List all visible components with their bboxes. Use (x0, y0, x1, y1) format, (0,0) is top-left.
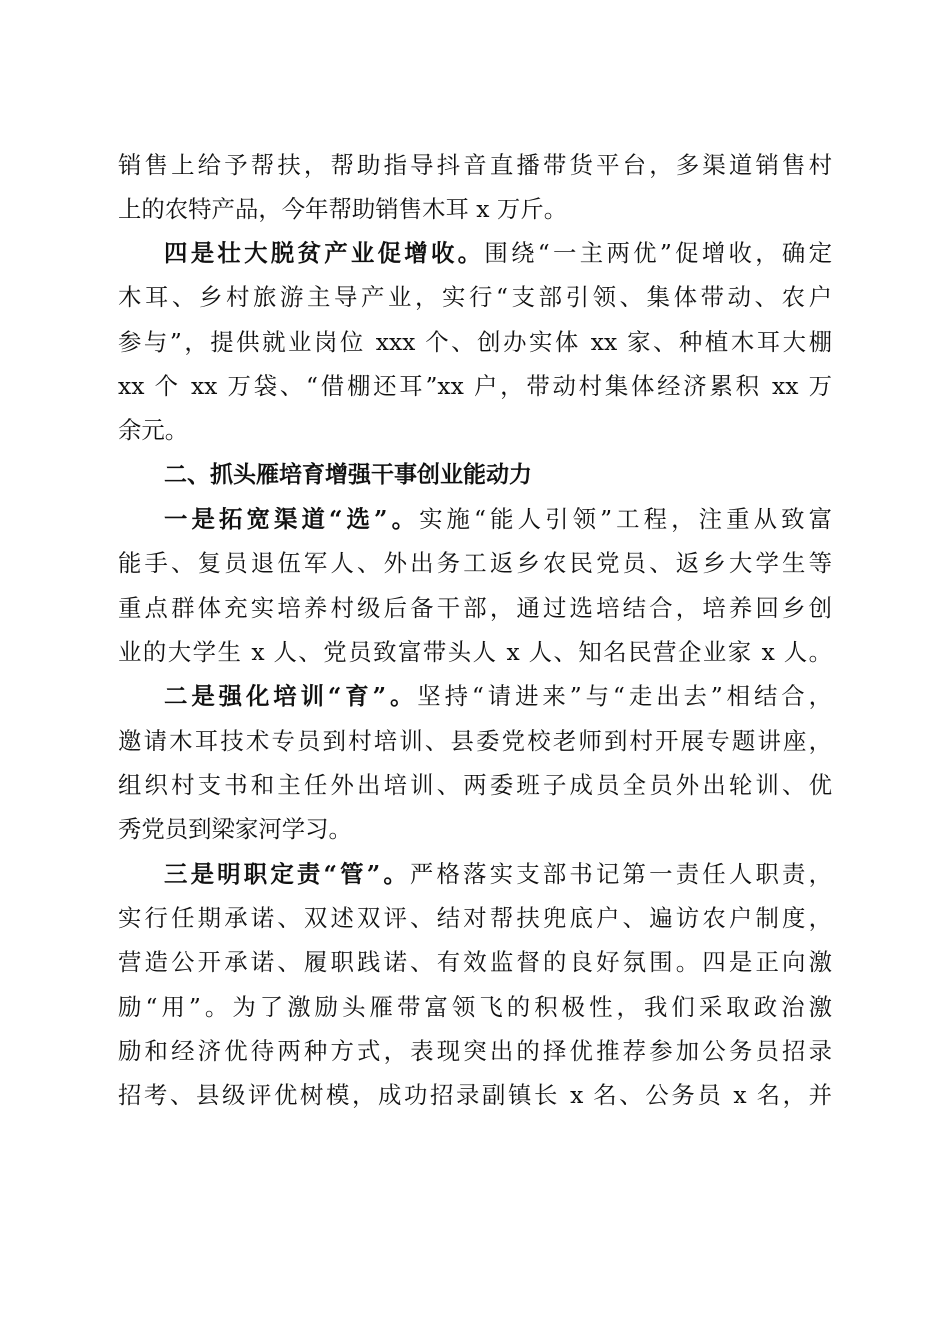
paragraph-text: 严格落实支部书记第一责任人职责， (409, 860, 832, 888)
text-line: xx 个 xx 万袋、“借棚还耳”xx 户，带动村集体经济累积 xx 万 (118, 372, 832, 400)
text-line: 励“用”。为了激励头雁带富领飞的积极性，我们采取政治激 (118, 993, 832, 1021)
text-line: 上的农特产品，今年帮助销售木耳 x 万斤。 (118, 195, 568, 223)
text-line: 能手、复员退伍军人、外出务工返乡农民党员、返乡大学生等 (118, 549, 832, 577)
paragraph-lead: 二是强化培训“育”。 (164, 682, 418, 710)
text-line: 余元。 (118, 416, 189, 444)
text-line: 业的大学生 x 人、党员致富带头人 x 人、知名民营企业家 x 人。 (118, 638, 832, 666)
paragraph-lead: 三是明职定责“管”。 (164, 860, 410, 888)
text-line: 实行任期承诺、双述双评、结对帮扶兜底户、遍访农户制度， (118, 904, 832, 932)
text-line: 招考、县级评优树模，成功招录副镇长 x 名、公务员 x 名，并 (118, 1081, 832, 1109)
text-line: 参与”，提供就业岗位 xxx 个、创办实体 xx 家、种植木耳大棚 (118, 328, 832, 356)
paragraph-first-line (164, 231, 832, 275)
paragraph-text: 实施“能人引领”工程，注重从致富 (419, 505, 832, 533)
text-line: 组织村支书和主任外出培训、两委班子成员全员外出轮训、优 (118, 771, 832, 799)
paragraph-first-line (164, 497, 832, 541)
text-line: 销售上给予帮扶，帮助指导抖音直播带货平台，多渠道销售村 (118, 151, 832, 179)
paragraph-lead: 一是拓宽渠道“选”。 (164, 505, 420, 533)
text-line: 重点群体充实培养村级后备干部，通过选培结合，培养回乡创 (118, 594, 832, 622)
paragraph-text: 围绕“一主两优”促增收，确定 (484, 239, 832, 267)
text-line: 励和经济优待两种方式，表现突出的择优推荐参加公务员招录 (118, 1037, 832, 1065)
text-line: 邀请木耳技术专员到村培训、县委党校老师到村开展专题讲座， (118, 727, 832, 755)
paragraph-first-line (164, 852, 832, 896)
paragraph-lead: 四是壮大脱贫产业促增收。 (164, 239, 485, 267)
section-heading: 二、抓头雁培育增强干事创业能动力 (164, 462, 532, 488)
text-line: 木耳、乡村旅游主导产业，实行“支部引领、集体带动、农户 (118, 283, 832, 311)
text-line: 营造公开承诺、履职践诺、有效监督的良好氛围。四是正向激 (118, 948, 832, 976)
text-line: 秀党员到梁家河学习。 (118, 815, 352, 843)
paragraph-text: 坚持“请进来”与“走出去”相结合， (417, 682, 832, 710)
paragraph-first-line (164, 674, 832, 718)
